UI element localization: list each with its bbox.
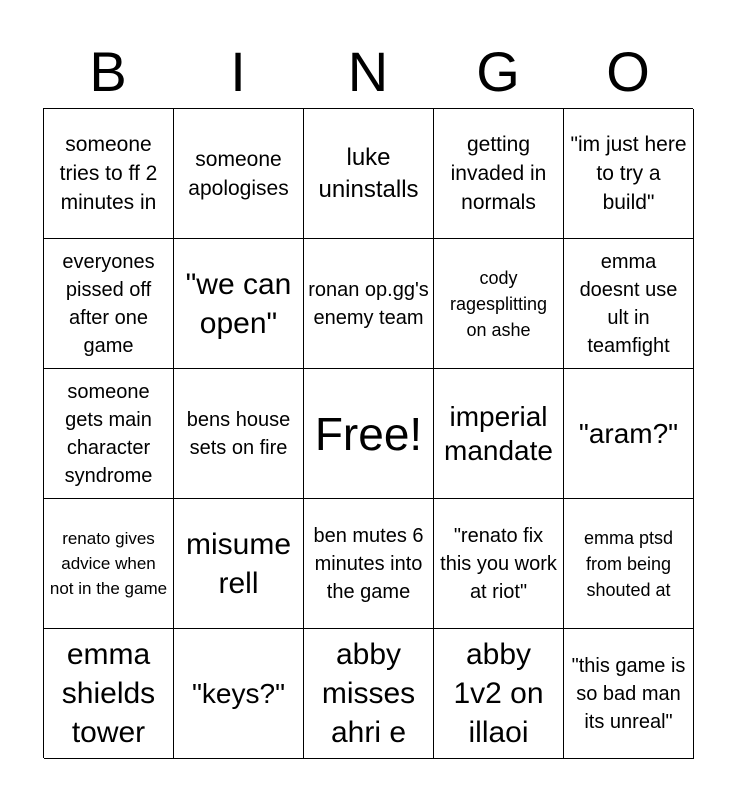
bingo-cell[interactable]: "keys?": [174, 629, 304, 759]
header-letter-i: I: [230, 40, 246, 103]
bingo-cell[interactable]: "aram?": [564, 369, 694, 499]
bingo-cell[interactable]: someone gets main character syndrome: [44, 369, 174, 499]
bingo-cell[interactable]: ronan op.gg's enemy team: [304, 239, 434, 369]
bingo-grid: [43, 108, 693, 758]
header-letter-b: B: [89, 40, 127, 103]
bingo-cell[interactable]: abby misses ahri e: [304, 629, 434, 759]
bingo-cell[interactable]: bens house sets on fire: [174, 369, 304, 499]
bingo-cell[interactable]: "we can open": [174, 239, 304, 369]
bingo-cell[interactable]: "renato fix this you work at riot": [434, 499, 564, 629]
bingo-cell[interactable]: "im just here to try a build": [564, 109, 694, 239]
bingo-cell[interactable]: someone tries to ff 2 minutes in: [44, 109, 174, 239]
bingo-cell[interactable]: "this game is so bad man its unreal": [564, 629, 694, 759]
header-letter-g: G: [476, 40, 520, 103]
bingo-cell[interactable]: misume rell: [174, 499, 304, 629]
header-letter-o: O: [606, 40, 650, 103]
bingo-cell[interactable]: cody ragesplitting on ashe: [434, 239, 564, 369]
bingo-cell[interactable]: emma shields tower: [44, 629, 174, 759]
header-letter-n: N: [347, 40, 389, 103]
bingo-cell[interactable]: getting invaded in normals: [434, 109, 564, 239]
bingo-cell[interactable]: abby 1v2 on illaoi: [434, 629, 564, 759]
bingo-cell[interactable]: everyones pissed off after one game: [44, 239, 174, 369]
bingo-cell[interactable]: imperial mandate: [434, 369, 564, 499]
bingo-cell[interactable]: renato gives advice when not in the game: [44, 499, 174, 629]
free-space-cell[interactable]: Free!: [304, 369, 434, 499]
bingo-cell[interactable]: luke uninstalls: [304, 109, 434, 239]
bingo-cell[interactable]: ben mutes 6 minutes into the game: [304, 499, 434, 629]
bingo-cell[interactable]: someone apologises: [174, 109, 304, 239]
bingo-cell[interactable]: emma doesnt use ult in teamfight: [564, 239, 694, 369]
bingo-cell[interactable]: emma ptsd from being shouted at: [564, 499, 694, 629]
bingo-header: [43, 38, 693, 106]
